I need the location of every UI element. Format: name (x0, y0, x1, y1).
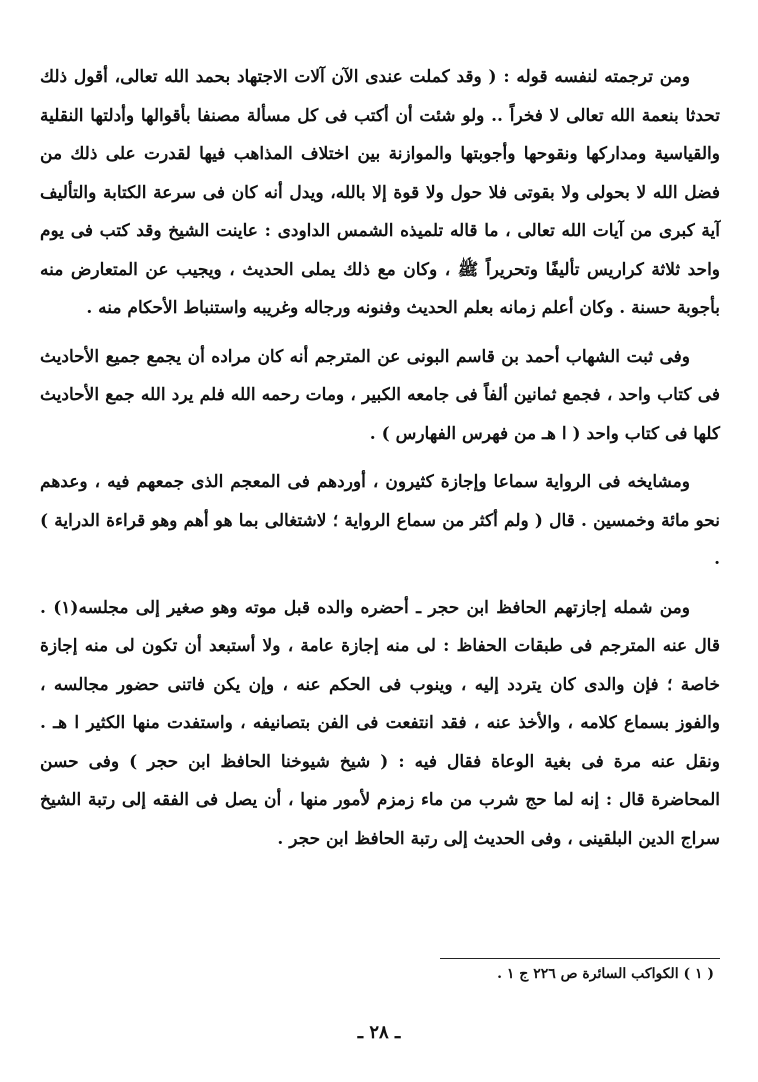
paragraph-3: ومشايخه فى الرواية سماعا وإجازة كثيرون ، أوردهم فى المعجم الذى جمعهم فيه ، وعدهم نحو مائة وخمسين . قال ( ولم أكثر من سماع الرواية ؛ لاشتغالى بما هو أهم وهو قراءة الدراية ) . (40, 472, 720, 569)
page-body (40, 58, 720, 868)
footnote-divider (440, 958, 720, 959)
footnote: ( ١ ) الكواكب السائرة ص ٢٢٦ ج ١ . (497, 966, 714, 982)
paragraph-2: وفى ثبت الشهاب أحمد بن قاسم البونى عن المترجم أنه كان مراده أن يجمع جميع الأحاديث فى كتاب واحد ، فجمع ثمانين ألفاً فى جامعه الكبير ، ومات رحمه الله فلم يرد الله جمع الأحاديث كلها فى كتاب واحد ( ا هـ من فهرس الفهارس ) . (40, 346, 720, 444)
page-number: ـ ٢٨ ـ (357, 1022, 401, 1043)
paragraph-1: ومن ترجمته لنفسه قوله : ( وقد كملت عندى الآن آلات الاجتهاد بحمد الله تعالى، أقول ذلك تحدثا بنعمة الله تعالى لا فخراً .. ولو شئت أن أكتب فى كل مسألة مصنفا بأقوالها وأدلتها النقلية والقياسية ومداركها ونقوحها وأجوبتها والموازنة بين اختلاف المذاهب فيها لقدرت على ذلك من فضل الله لا بحولى ولا بقوتى فلا حول ولا قوة إلا بالله، ويدل أنه كان فى سرعة الكتابة والتأليف آية كبرى من آيات الله تعالى ، ما قاله تلميذه الشمس الداودى : عاينت الشيخ وقد كتب فى يوم واحد ثلاثة كراريس تأليفًا وتحريراً ﷺ ، وكان مع ذلك يملى الحديث ، ويجيب عن المتعارض منه بأجوبة حسنة . وكان أعلم زمانه بعلم الحديث وفنونه ورجاله وغريبه واستنباط الأحكام منه . (40, 67, 720, 318)
paragraph-4: ومن شمله إجازتهم الحافظ ابن حجر ـ أحضره والده قبل موته وهو صغير إلى مجلسه(١) . قال عنه المترجم فى طبقات الحفاظ : لى منه إجازة عامة ، ولا أستبعد أن تكون لى منه إجازة خاصة ؛ فإن والدى كان يتردد إليه ، وينوب فى الحكم عنه ، وإن يكن فاتنى حضور مجالسه ، والفوز بسماع كلامه ، والأخذ عنه ، فقد انتفعت فى الفن بتصانيفه ، واستفدت منها الكثير ا هـ . ونقل عنه مرة فى بغية الوعاة فقال فيه : ( شيخ شيوخنا الحافظ ابن حجر ) وفى حسن المحاضرة قال : إنه لما حج شرب من ماء زمزم لأمور منها ، أن يصل فى الفقه إلى رتبة الشيخ سراج الدين البلقينى ، وفى الحديث إلى رتبة الحافظ ابن حجر . (40, 597, 720, 849)
